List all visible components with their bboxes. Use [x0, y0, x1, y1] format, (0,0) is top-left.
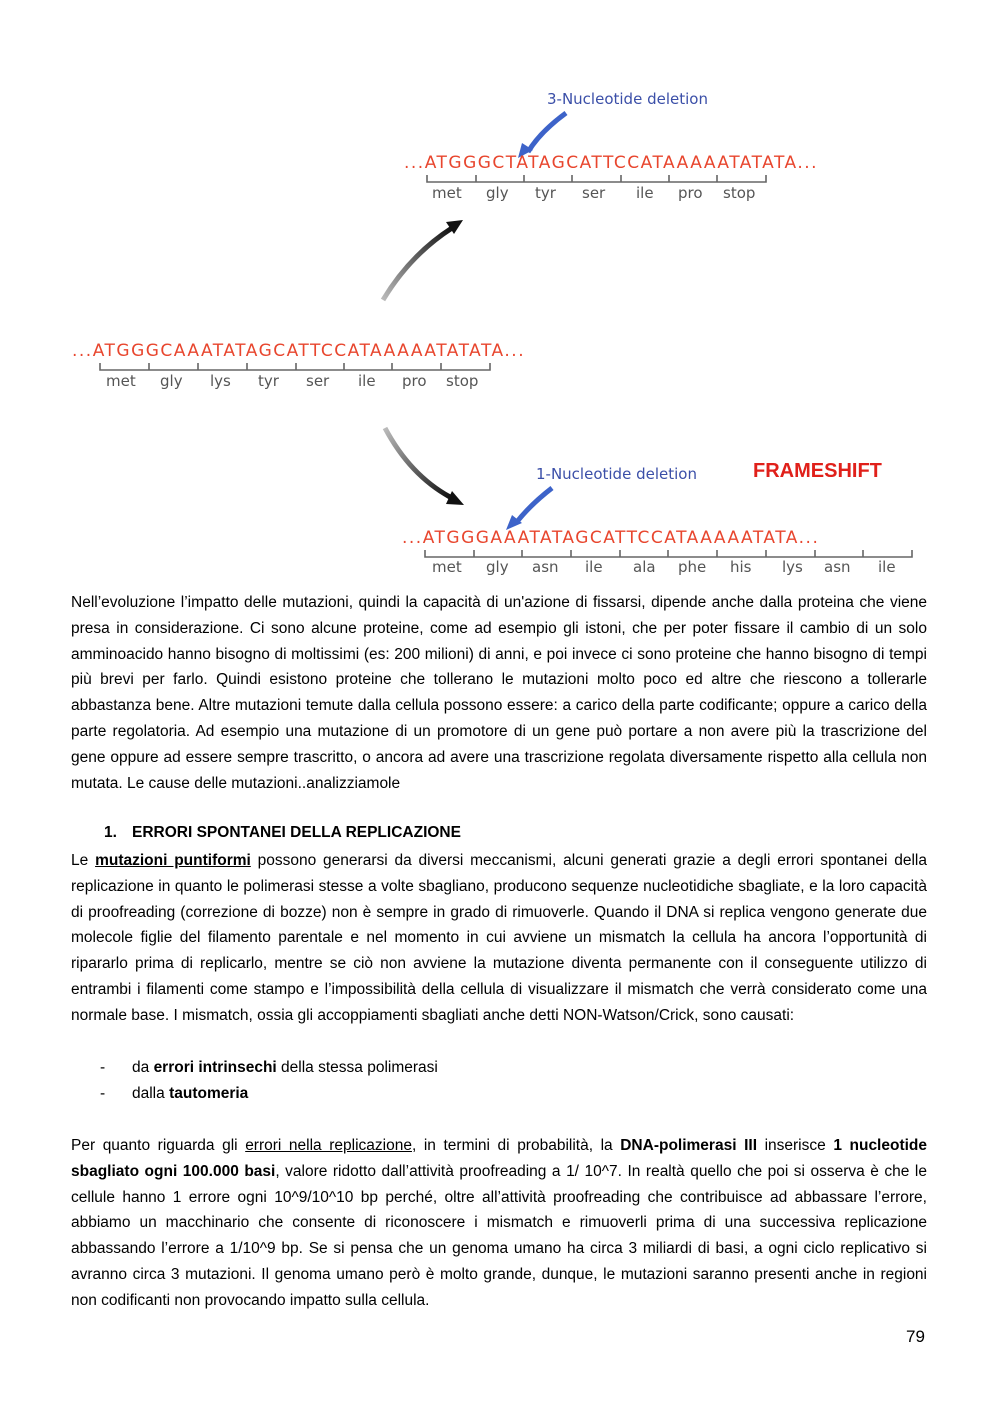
original-codon-row — [106, 372, 478, 390]
original-codon: ile — [358, 372, 376, 390]
para3-text: inserisce — [757, 1137, 834, 1154]
section-heading — [104, 824, 461, 842]
original-codon: pro — [402, 372, 427, 390]
bottom-codon: gly — [486, 558, 509, 576]
original-codon: gly — [160, 372, 183, 390]
para3-text: , in termini di probabilità, la — [411, 1137, 621, 1154]
bottom-codon: asn — [532, 558, 559, 576]
bottom-codon: met — [432, 558, 462, 576]
bottom-codon-row — [432, 558, 896, 576]
top-sequence: ...ATGGGCTATAGCATTCCATAAAAATATATA... — [404, 153, 819, 173]
section-title: ERRORI SPONTANEI DELLA REPLICAZIONE — [132, 824, 461, 841]
list-item — [100, 1055, 438, 1081]
mismatch-causes-list — [100, 1055, 438, 1107]
para3-text: Per quanto riguarda gli — [71, 1137, 246, 1154]
top-codon: ile — [636, 184, 654, 202]
frameshift-diagram — [0, 0, 1000, 590]
bottom-codon: his — [730, 558, 752, 576]
page-number: 79 — [906, 1327, 925, 1346]
para2-body: possono generarsi da diversi meccanismi, alcuni generati grazie a degli errori spontanei della replicazione in quanto le polimerasi stesse a volte sbagliano, producono sequenze nucleotidiche sbagliate, e la loro capacità di proofreading (correzione di bozze) non è sempre in grado di rimuoverle. Quando il DNA si replica vengono generate due molecole figlie del filamento parentale e nel momento in cui avviene un mismatch la cellula ha ancora l’opportunità di ripararlo prima di replicarlo, mentre se ciò non avviene la mutazione diventa permanente con il conseguente utilizzo di entrambi i filamenti come stampo e l’impossibilità della cellula di visualizzare il mismatch che verrà considerato come una normale base. I mismatch, ossia gli accoppiamenti sbagliati anche detti NON-Watson/Crick, sono causati: — [71, 852, 927, 1024]
original-codon: stop — [446, 372, 479, 390]
top-codon: gly — [486, 184, 509, 202]
bottom-codon: ile — [585, 558, 603, 576]
original-codon: tyr — [258, 372, 279, 390]
point-mutations-term: mutazioni puntiformi — [95, 852, 251, 869]
bottom-codon: phe — [678, 558, 707, 576]
list-item — [100, 1081, 438, 1107]
bullet-bold: errori intrinsechi — [153, 1059, 277, 1076]
original-sequence: ...ATGGGCAAATATAGCATTCCATAAAAATATATA... — [72, 341, 526, 361]
bottom-codon: ala — [633, 558, 656, 576]
three-nucleotide-deletion-label: 3-Nucleotide deletion — [547, 90, 708, 108]
top-codon: ser — [582, 184, 606, 202]
deletion-pointer-arrow-bottom — [516, 488, 552, 523]
para3-text: , valore ridotto dall’attività proofreading a 1/ 10^7. In realtà quello che poi si osserva è che le cellule hanno 1 errore ogni 10^9/10^10 bp perché, oltre all’attività proofreading che contribuisce ad abbassare l’errore, abbiamo un macchinario che consente di riconoscere i mismatch e rimuoverli prima di una successiva replicazione abbassando l’errore a 1/10^9 bp. Se si pensa che un genoma umano ha circa 3 miliardi di basi, a ogni ciclo replicativo si avranno circa 3 mutazioni. Il genoma umano però è molto grande, dunque, le mutazioni saranno presenti anche in regioni non codificanti non provocando impatto sulla cellula. — [71, 1162, 927, 1309]
bullet-bold: tautomeria — [169, 1085, 249, 1102]
top-codon-row — [432, 184, 755, 202]
one-nucleotide-deletion-label: 1-Nucleotide deletion — [536, 465, 697, 483]
bottom-codon: ile — [878, 558, 896, 576]
paragraph-point-mutations — [71, 848, 927, 1029]
bullet-text: dalla — [132, 1085, 170, 1102]
top-codon: met — [432, 184, 462, 202]
bottom-codon: lys — [782, 558, 803, 576]
para2-intro: Le — [71, 852, 96, 869]
bullet-text: della stessa polimerasi — [276, 1059, 438, 1076]
bullet-dash: - — [100, 1085, 106, 1102]
deletion-pointer-arrow-top — [528, 113, 566, 152]
bullet-text: da — [132, 1059, 154, 1076]
top-codon-brackets — [427, 175, 766, 182]
paragraph-mutation-impact: Nell’evoluzione l’impatto delle mutazioni, quindi la capacità di un'azione di fissarsi, dipende anche dalla proteina che viene presa in considerazione. Ci sono alcune proteine, come ad esempio gli istoni, che per poter fissare il cambio di un solo amminoacido hanno bisogno di moltissimi (es: 200 milioni) di anni, e poi invece ci sono proteine che hanno bisogno di tempi più brevi per farlo. Quindi esistono proteine che tollerano le mutazioni molto poco ed altre che riescono a tollerarle abbastanza bene. Altre mutazioni temute dalla cellula possono essere: a carico della parte codificante; oppure a carico della parte regolatoria. Ad esempio una mutazione di un promotore di un gene può portare a non avere più la trascrizione del gene oppure ad essere sempre trascritto, o ancora ad avere una trascrizione regolata diversamente rispetto alla cellula non mutata. Le cause delle mutazioni..analizziamole — [71, 594, 927, 792]
replication-errors-term: errori nella replicazione — [245, 1137, 412, 1154]
top-codon: stop — [723, 184, 756, 202]
curved-arrow-down — [385, 428, 450, 497]
bullet-dash: - — [100, 1059, 106, 1076]
bottom-codon: asn — [824, 558, 851, 576]
dna-polymerase-term: DNA-polimerasi III — [620, 1137, 757, 1154]
frameshift-label: FRAMESHIFT — [753, 460, 882, 482]
original-codon: met — [106, 372, 136, 390]
original-codon: lys — [210, 372, 231, 390]
section-number: 1. — [104, 824, 117, 841]
curved-arrow-up — [383, 228, 452, 300]
original-codon: ser — [306, 372, 330, 390]
bottom-sequence: ...ATGGGAAATATAGCATTCCATAAAAATATA... — [402, 528, 820, 548]
original-codon-brackets — [100, 363, 490, 370]
error-rate-term: 1 nucleotide sbagliato ogni 100.000 basi — [71, 1137, 928, 1180]
top-codon: pro — [678, 184, 703, 202]
bottom-codon-brackets — [425, 550, 912, 557]
top-codon: tyr — [535, 184, 556, 202]
paragraph-replication-errors — [71, 1133, 927, 1314]
